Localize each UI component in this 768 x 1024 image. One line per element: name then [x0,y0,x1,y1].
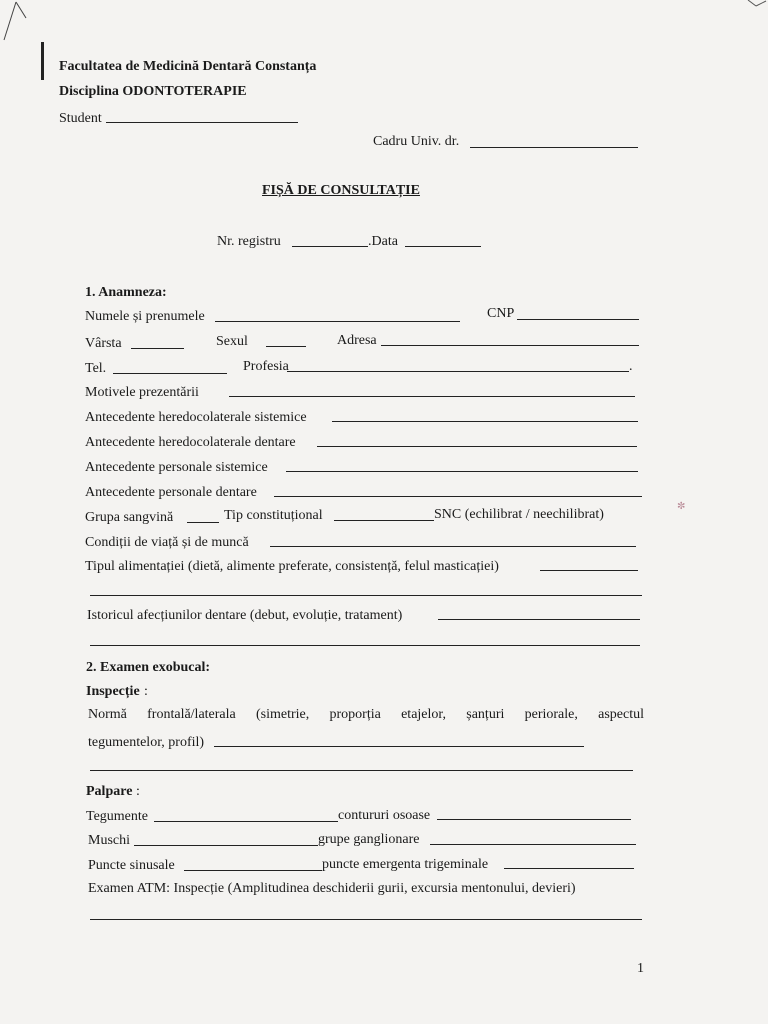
form-title: FIȘĂ DE CONSULTAȚIE [262,183,420,198]
norma-field[interactable] [214,746,584,747]
profesia-end-dot: . [629,359,633,374]
norma-line-1 [88,707,644,723]
registry-data-label: .Data [368,234,398,249]
norma-word: frontală/laterala [147,707,236,722]
tipul-alim-field-2[interactable] [90,595,642,596]
ant-pers-sist-field[interactable] [286,471,638,472]
norma-word: etajelor, [401,707,447,722]
adresa-field[interactable] [381,345,639,346]
grupe-field[interactable] [430,844,636,845]
norma-word: șanțuri [466,707,505,722]
atm-label: Examen ATM: Inspecție (Amplitudinea deschiderii gurii, excursia mentonului, devieri) [88,881,576,896]
contururi-field[interactable] [437,819,631,820]
ant-hered-dent-label: Antecedente heredocolaterale dentare [85,435,296,450]
inspectie-heading: Inspecție [86,684,140,699]
student-label: Student [59,111,102,126]
scan-mark-vertical [41,42,44,80]
puncte-emergenta-label: puncte emergenta trigeminale [322,857,489,872]
norma-word: (simetrie, [256,707,310,722]
tel-field[interactable] [113,373,227,374]
contururi-label: contururi osoase [338,808,431,823]
sexul-field[interactable] [266,346,306,347]
profesia-label: Profesia [243,359,289,374]
numele-label: Numele și prenumele [85,309,205,324]
sexul-label: Sexul [216,334,248,349]
norma-line-2: tegumentelor, profil) [88,735,205,750]
cadru-label: Cadru Univ. dr. [373,134,460,149]
grupe-label: grupe ganglionare [318,832,420,847]
registry-nr-label: Nr. registru [217,234,281,249]
snc-label: SNC (echilibrat / neechilibrat) [434,507,604,522]
anamneza-heading: 1. Anamneza: [85,285,167,300]
palpare-colon: : [136,784,140,799]
istoricul-field[interactable] [438,619,640,620]
istoricul-field-2[interactable] [90,645,640,646]
adresa-label: Adresa [337,333,377,348]
norma-field-2[interactable] [90,770,633,771]
ant-pers-dent-field[interactable] [274,496,642,497]
norma-word: periorale, [524,707,578,722]
puncte-sinusale-label: Puncte sinusale [88,858,175,873]
scan-speck: ✼ [677,501,686,512]
puncte-sinusale-field[interactable] [184,870,322,871]
grupa-label: Grupa sangvină [85,510,174,525]
varsta-field[interactable] [131,348,184,349]
registry-nr-field[interactable] [292,246,368,247]
motivele-field[interactable] [229,396,635,397]
exobucal-heading: 2. Examen exobucal: [86,660,211,675]
palpare-heading: Palpare [86,784,133,799]
cnp-label: CNP [487,306,515,321]
ant-hered-sist-label: Antecedente heredocolaterale sistemice [85,410,307,425]
tipul-alim-label: Tipul alimentației (dietă, alimente preferate, consistență, felul masticației) [85,559,499,574]
grupa-field[interactable] [187,522,219,523]
tip-label: Tip constituțional [224,508,323,523]
scan-mark-topright [746,0,768,10]
norma-word: proporția [329,707,381,722]
page-number: 1 [637,961,644,976]
tegumente-field[interactable] [154,821,338,822]
muschi-field[interactable] [134,845,318,846]
inspectie-colon: : [144,684,148,699]
istoricul-label: Istoricul afecțiunilor dentare (debut, evoluție, tratament) [87,608,403,623]
tel-label: Tel. [85,361,107,376]
profesia-field[interactable] [287,371,629,372]
muschi-label: Muschi [88,833,130,848]
norma-word: Normă [88,707,127,722]
discipline-name: Disciplina ODONTOTERAPIE [59,84,247,99]
scan-mark-corner [0,0,30,45]
numele-field[interactable] [215,321,460,322]
ant-pers-sist-label: Antecedente personale sistemice [85,460,268,475]
ant-hered-sist-field[interactable] [332,421,638,422]
cnp-field[interactable] [517,319,639,320]
ant-hered-dent-field[interactable] [317,446,637,447]
ant-pers-dent-label: Antecedente personale dentare [85,485,257,500]
cadru-field[interactable] [470,147,638,148]
conditii-field[interactable] [270,546,636,547]
norma-word: aspectul [598,707,644,722]
tegumente-label: Tegumente [86,809,148,824]
faculty-name: Facultatea de Medicină Dentară Constanța [59,59,317,74]
tipul-alim-field[interactable] [540,570,638,571]
registry-data-field[interactable] [405,246,481,247]
tip-field[interactable] [334,520,434,521]
student-field[interactable] [106,122,298,123]
conditii-label: Condiții de viață și de muncă [85,535,249,550]
puncte-emergenta-field[interactable] [504,868,634,869]
varsta-label: Vârsta [85,336,122,351]
atm-field[interactable] [90,919,642,920]
motivele-label: Motivele prezentării [85,385,199,400]
